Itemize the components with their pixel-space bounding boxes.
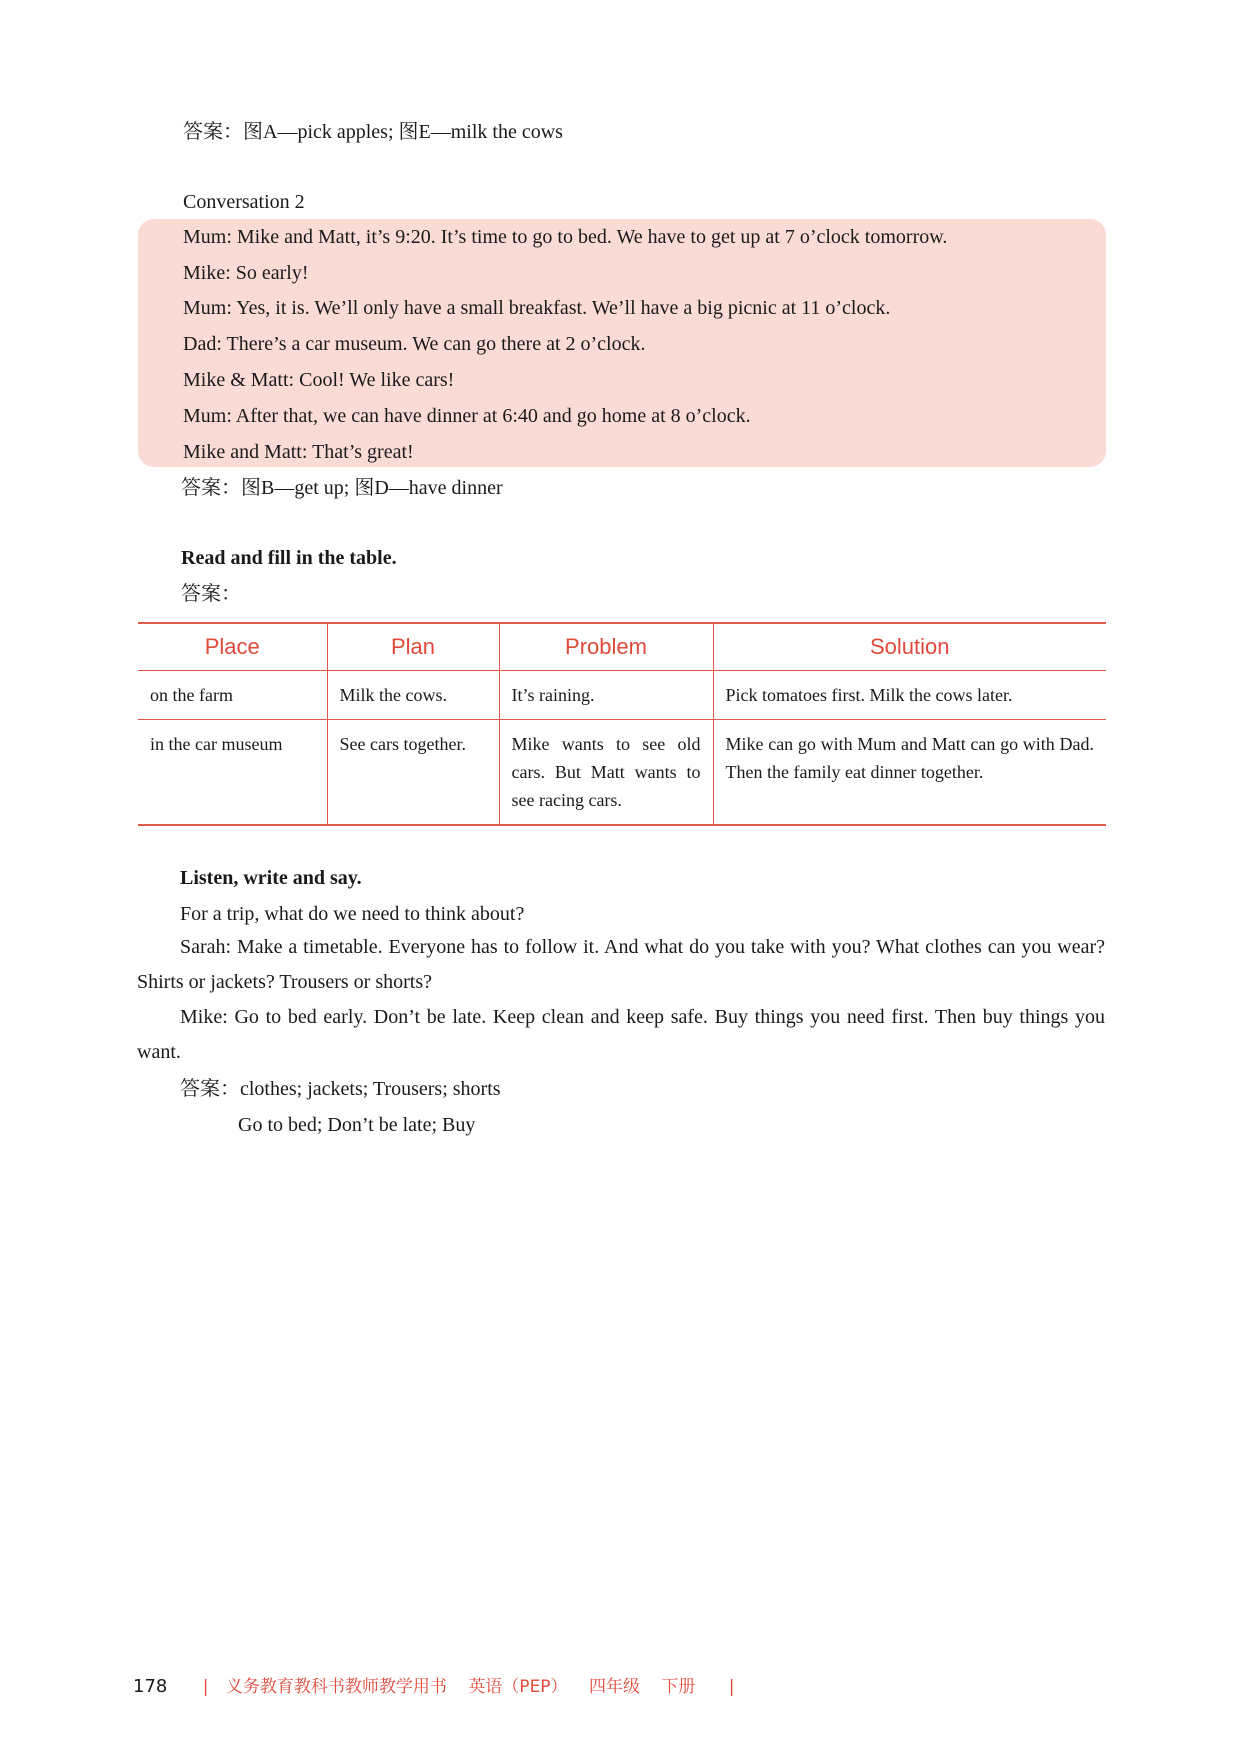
dialogue-line: Mum: Yes, it is. We’ll only have a small breakfast. We’ll have a big picnic at 11 o’clock. [183,297,891,319]
listen-write-heading: Listen, write and say. [180,867,362,889]
table-cell: in the car museum [138,720,327,826]
table-cell: Milk the cows. [327,671,499,720]
listen-write-answer-2: Go to bed; Don’t be late; Buy [238,1114,476,1136]
footer-divider: | [202,1677,209,1697]
header-plan: Plan [327,623,499,671]
footer-book-title: 义务教育教科书教师教学用书 [225,1677,447,1697]
footer-divider: | [728,1677,735,1697]
listen-write-question: For a trip, what do we need to think about? [180,903,525,925]
table-row [138,720,1106,826]
table-cell: Mike can go with Mum and Matt can go with Dad. Then the family eat dinner together. [725,734,1094,782]
answer-table [138,622,1106,826]
dialogue-line: Mike and Matt: That’s great! [183,441,414,463]
page-footer [133,1672,747,1702]
footer-grade: 四年级 [588,1677,640,1697]
table-header-row [138,623,1106,671]
table-cell: Pick tomatoes first. Milk the cows later. [713,671,1106,720]
conversation-answer: 答案：图B—get up; 图D—have dinner [181,477,503,499]
read-fill-heading: Read and fill in the table. [181,547,397,569]
conversation-title: Conversation 2 [183,191,305,213]
dialogue-line: Dad: There’s a car museum. We can go there at 2 o’clock. [183,333,646,355]
header-problem: Problem [499,623,713,671]
dialogue-line: Mike: So early! [183,262,309,284]
table-cell: It’s raining. [499,671,713,720]
footer-volume: 下册 [661,1677,696,1697]
header-place: Place [138,623,327,671]
dialogue-line: Mum: After that, we can have dinner at 6:40 and go home at 8 o’clock. [183,405,751,427]
listen-write-answer-1: 答案：clothes; jackets; Trousers; shorts [180,1078,501,1100]
page-number: 178 [133,1676,168,1697]
table-cell: Mike wants to see old cars. But Matt wants to see racing cars. [499,720,713,826]
footer-subject: 英语（PEP） [468,1677,568,1697]
table-cell: on the farm [138,671,327,720]
section1-answer: 答案：图A—pick apples; 图E—milk the cows [183,121,563,143]
read-fill-answer-label: 答案： [181,583,241,605]
table-cell: See cars together. [327,720,499,826]
sarah-paragraph: Sarah: Make a timetable. Everyone has to follow it. And what do you take with you? What clothes can you wear? Shirts or jackets? Trousers or shorts? [137,936,1105,993]
table-row [138,671,1106,720]
dialogue-line: Mum: Mike and Matt, it’s 9:20. It’s time to go to bed. We have to get up at 7 o’clock tomorrow. [183,226,948,248]
mike-paragraph: Mike: Go to bed early. Don’t be late. Keep clean and keep safe. Buy things you need first. Then buy things you want. [137,1006,1105,1063]
dialogue-line: Mike & Matt: Cool! We like cars! [183,369,455,391]
header-solution: Solution [713,623,1106,671]
